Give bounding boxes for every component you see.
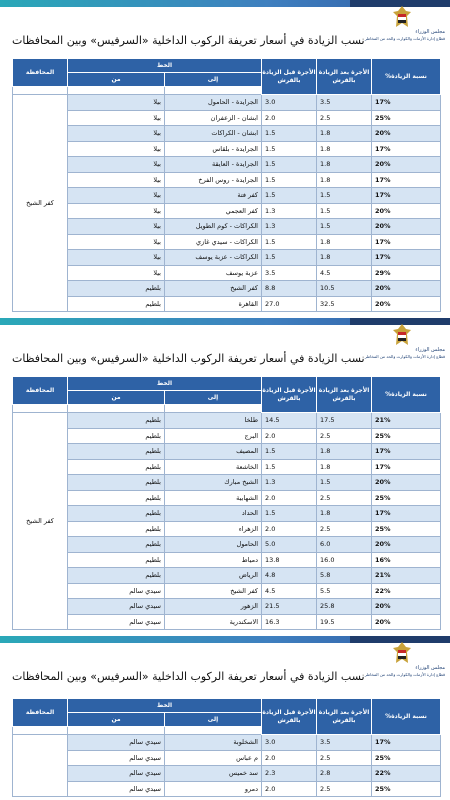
to-cell: الجرايدة - العايقة (165, 157, 262, 173)
to-cell: كفر الشيخ (165, 281, 262, 297)
table-row (13, 234, 441, 250)
fare-before-cell: 4.8 (262, 568, 317, 584)
to-cell: دمرو (165, 781, 262, 797)
eagle-crest-icon (391, 5, 413, 29)
header-line: الخط (68, 59, 262, 73)
increase-pct-cell: 17% (372, 95, 441, 111)
to-cell: الحامول (165, 537, 262, 553)
increase-pct-cell: 25% (372, 490, 441, 506)
increase-pct-cell: 29% (372, 265, 441, 281)
header-from: من (68, 73, 165, 87)
from-cell: بلطيم (68, 459, 165, 475)
sector-name: قطاع إدارة الأزمات والكوارث والحد من المخاطر (364, 36, 445, 41)
to-cell: القاهرة (165, 296, 262, 312)
fare-before-cell: 1.5 (262, 141, 317, 157)
header-governorate: المحافظة (13, 59, 68, 87)
fare-before-cell: 1.3 (262, 203, 317, 219)
fare-after-cell: 1.8 (317, 459, 372, 475)
fare-before-cell: 1.5 (262, 157, 317, 173)
increase-pct-cell: 25% (372, 110, 441, 126)
table-row (13, 459, 441, 475)
fare-before-cell: 8.8 (262, 281, 317, 297)
table-row (13, 141, 441, 157)
fare-before-cell: 1.5 (262, 126, 317, 142)
governorate-cell (13, 735, 68, 797)
fare-after-cell: 5.8 (317, 568, 372, 584)
increase-pct-cell: 20% (372, 126, 441, 142)
header-fare-after: الأجرة بعد الزيادة بالقرش (317, 59, 372, 95)
fare-before-cell: 2.0 (262, 490, 317, 506)
table-row (13, 265, 441, 281)
from-cell: بيلا (68, 250, 165, 266)
fare-after-cell: 6.0 (317, 537, 372, 553)
increase-pct-cell: 17% (372, 172, 441, 188)
fare-before-cell: 3.0 (262, 735, 317, 751)
to-cell: الكراكات - سيدي غازي (165, 234, 262, 250)
from-cell: بيلا (68, 188, 165, 204)
fare-after-cell: 4.5 (317, 265, 372, 281)
header-increase-pct: %نسبة الزيادة (372, 59, 441, 95)
header-line: الخط (68, 377, 262, 391)
fare-before-cell: 2.0 (262, 781, 317, 797)
fare-before-cell: 1.5 (262, 444, 317, 460)
fare-table-1 (12, 58, 441, 312)
fare-before-cell: 2.0 (262, 750, 317, 766)
to-cell: م عباس (165, 750, 262, 766)
header-to: إلى (165, 73, 262, 87)
table-row (13, 521, 441, 537)
increase-pct-cell: 17% (372, 444, 441, 460)
from-cell: بيلا (68, 265, 165, 281)
from-cell: بيلا (68, 141, 165, 157)
fare-after-cell: 1.5 (317, 203, 372, 219)
from-cell: بلطيم (68, 428, 165, 444)
header-fare-before: الأجرة قبل الزيادة بالقرش (262, 377, 317, 413)
table-row (13, 614, 441, 630)
header-to: إلى (165, 713, 262, 727)
fare-after-cell: 19.5 (317, 614, 372, 630)
increase-pct-cell: 21% (372, 413, 441, 429)
to-cell: طلخا (165, 413, 262, 429)
header-increase-pct: %نسبة الزيادة (372, 699, 441, 735)
infographic-panel-1 (0, 0, 450, 318)
fare-after-cell: 1.8 (317, 141, 372, 157)
header-governorate: المحافظة (13, 377, 68, 405)
increase-pct-cell: 17% (372, 141, 441, 157)
table-row (13, 296, 441, 312)
header-increase-pct: %نسبة الزيادة (372, 377, 441, 413)
increase-pct-cell: 25% (372, 781, 441, 797)
fare-before-cell: 16.3 (262, 614, 317, 630)
fare-before-cell: 27.0 (262, 296, 317, 312)
fare-after-cell: 1.5 (317, 475, 372, 491)
fare-after-cell: 5.5 (317, 583, 372, 599)
table-row (13, 250, 441, 266)
fare-after-cell: 1.8 (317, 172, 372, 188)
from-cell: سيدي سالم (68, 766, 165, 782)
page-title: نسب الزيادة في أسعار تعريفة الركوب الداخلية «السرفيس» وبين المحافظات (12, 34, 365, 47)
increase-pct-cell: 20% (372, 219, 441, 235)
table-row (13, 95, 441, 111)
fare-after-cell: 3.5 (317, 95, 372, 111)
from-cell: سيدي سالم (68, 735, 165, 751)
increase-pct-cell: 20% (372, 203, 441, 219)
table-row (13, 428, 441, 444)
fare-after-cell: 10.5 (317, 281, 372, 297)
infographic-panel-2 (0, 318, 450, 636)
table-row (13, 537, 441, 553)
increase-pct-cell: 20% (372, 157, 441, 173)
to-cell: عزبة يوسف (165, 265, 262, 281)
page-title: نسب الزيادة في أسعار تعريفة الركوب الداخلية «السرفيس» وبين المحافظات (12, 352, 365, 365)
fare-after-cell: 17.5 (317, 413, 372, 429)
fare-after-cell: 16.0 (317, 552, 372, 568)
increase-pct-cell: 20% (372, 475, 441, 491)
increase-pct-cell: 16% (372, 552, 441, 568)
increase-pct-cell: 17% (372, 234, 441, 250)
fare-before-cell: 4.5 (262, 583, 317, 599)
to-cell: ابشان - الكراكات (165, 126, 262, 142)
table-row (13, 568, 441, 584)
header-fare-before: الأجرة قبل الزيادة بالقرش (262, 59, 317, 95)
eagle-crest-icon (391, 323, 413, 347)
table-row (13, 413, 441, 429)
table-row (13, 110, 441, 126)
to-cell: الكراكات - عزبة يوسف (165, 250, 262, 266)
fare-after-cell: 3.5 (317, 735, 372, 751)
fare-before-cell: 3.5 (262, 265, 317, 281)
increase-pct-cell: 17% (372, 188, 441, 204)
from-cell: بلطيم (68, 281, 165, 297)
increase-pct-cell: 25% (372, 750, 441, 766)
increase-pct-cell: 17% (372, 735, 441, 751)
increase-pct-cell: 20% (372, 614, 441, 630)
to-cell: الشخلوبة (165, 735, 262, 751)
table-row (13, 583, 441, 599)
fare-after-cell: 1.8 (317, 234, 372, 250)
fare-after-cell: 32.5 (317, 296, 372, 312)
table-row (13, 126, 441, 142)
increase-pct-cell: 22% (372, 583, 441, 599)
header-governorate: المحافظة (13, 699, 68, 727)
fare-table-3 (12, 698, 441, 797)
table-row (13, 552, 441, 568)
table-row (13, 781, 441, 797)
from-cell: بلطيم (68, 475, 165, 491)
increase-pct-cell: 25% (372, 521, 441, 537)
fare-after-cell: 2.5 (317, 490, 372, 506)
page-title: نسب الزيادة في أسعار تعريفة الركوب الداخلية «السرفيس» وبين المحافظات (12, 670, 365, 683)
fare-before-cell: 2.0 (262, 521, 317, 537)
sector-name: قطاع إدارة الأزمات والكوارث والحد من المخاطر (364, 354, 445, 359)
header-fare-after: الأجرة بعد الزيادة بالقرش (317, 377, 372, 413)
fare-after-cell: 1.5 (317, 188, 372, 204)
increase-pct-cell: 25% (372, 428, 441, 444)
fare-after-cell: 2.5 (317, 750, 372, 766)
table-row (13, 219, 441, 235)
table-row (13, 281, 441, 297)
increase-pct-cell: 20% (372, 296, 441, 312)
increase-pct-cell: 21% (372, 568, 441, 584)
header-from: من (68, 391, 165, 405)
fare-after-cell: 1.8 (317, 250, 372, 266)
fare-before-cell: 2.0 (262, 428, 317, 444)
increase-pct-cell: 20% (372, 281, 441, 297)
fare-before-cell: 1.5 (262, 506, 317, 522)
to-cell: الجرايدة - الحامول (165, 95, 262, 111)
fare-before-cell: 1.5 (262, 234, 317, 250)
fare-before-cell: 1.5 (262, 172, 317, 188)
fare-after-cell: 2.5 (317, 110, 372, 126)
fare-before-cell: 5.0 (262, 537, 317, 553)
from-cell: بيلا (68, 126, 165, 142)
increase-pct-cell: 17% (372, 506, 441, 522)
table-row (13, 188, 441, 204)
fare-before-cell: 13.8 (262, 552, 317, 568)
to-cell: الجرايدة - روس الفرخ (165, 172, 262, 188)
governorate-cell: كفر الشيخ (13, 95, 68, 312)
to-cell: الشيخ مبارك (165, 475, 262, 491)
from-cell: سيدي سالم (68, 750, 165, 766)
from-cell: بيلا (68, 157, 165, 173)
to-cell: الاسكندرية (165, 614, 262, 630)
fare-after-cell: 1.8 (317, 506, 372, 522)
fare-before-cell: 1.5 (262, 188, 317, 204)
from-cell: بلطيم (68, 568, 165, 584)
from-cell: بيلا (68, 203, 165, 219)
from-cell: بلطيم (68, 444, 165, 460)
from-cell: سيدي سالم (68, 781, 165, 797)
fare-before-cell: 21.5 (262, 599, 317, 615)
table-row (13, 599, 441, 615)
increase-pct-cell: 17% (372, 459, 441, 475)
increase-pct-cell: 22% (372, 766, 441, 782)
to-cell: الخاشعة (165, 459, 262, 475)
from-cell: بلطيم (68, 521, 165, 537)
table-row (13, 475, 441, 491)
fare-after-cell: 2.5 (317, 781, 372, 797)
to-cell: الجرايدة - بلقاس (165, 141, 262, 157)
table-row (13, 203, 441, 219)
header-line: الخط (68, 699, 262, 713)
header-from: من (68, 713, 165, 727)
table-row (13, 750, 441, 766)
fare-after-cell: 1.8 (317, 126, 372, 142)
ministry-name: مجلس الوزراء (415, 29, 445, 35)
fare-before-cell: 1.3 (262, 475, 317, 491)
fare-before-cell: 2.0 (262, 110, 317, 126)
increase-pct-cell: 20% (372, 599, 441, 615)
from-cell: بيلا (68, 219, 165, 235)
from-cell: بيلا (68, 172, 165, 188)
table-row (13, 766, 441, 782)
sector-name: قطاع إدارة الأزمات والكوارث والحد من المخاطر (364, 672, 445, 677)
to-cell: سد خميس (165, 766, 262, 782)
from-cell: بلطيم (68, 413, 165, 429)
cabinet-logo (355, 3, 447, 51)
to-cell: الكراكات - كوم الطويل (165, 219, 262, 235)
from-cell: سيدي سالم (68, 614, 165, 630)
from-cell: بيلا (68, 234, 165, 250)
fare-before-cell: 2.3 (262, 766, 317, 782)
fare-before-cell: 1.3 (262, 219, 317, 235)
cabinet-logo (355, 321, 447, 369)
fare-before-cell: 1.5 (262, 250, 317, 266)
from-cell: بلطيم (68, 506, 165, 522)
infographic-panel-3 (0, 636, 450, 800)
increase-pct-cell: 20% (372, 537, 441, 553)
to-cell: كفر العجمي (165, 203, 262, 219)
from-cell: بيلا (68, 95, 165, 111)
from-cell: بلطيم (68, 552, 165, 568)
fare-after-cell: 25.8 (317, 599, 372, 615)
to-cell: كفر الشيخ (165, 583, 262, 599)
to-cell: الرياض (165, 568, 262, 584)
to-cell: البرج (165, 428, 262, 444)
header-to: إلى (165, 391, 262, 405)
from-cell: بلطيم (68, 490, 165, 506)
to-cell: دمياط (165, 552, 262, 568)
header-fare-before: الأجرة قبل الزيادة بالقرش (262, 699, 317, 735)
table-row (13, 444, 441, 460)
ministry-name: مجلس الوزراء (415, 665, 445, 671)
from-cell: بلطيم (68, 537, 165, 553)
from-cell: بيلا (68, 110, 165, 126)
from-cell: بلطيم (68, 296, 165, 312)
fare-after-cell: 1.5 (317, 219, 372, 235)
header-fare-after: الأجرة بعد الزيادة بالقرش (317, 699, 372, 735)
table-row (13, 157, 441, 173)
increase-pct-cell: 17% (372, 250, 441, 266)
fare-after-cell: 1.8 (317, 157, 372, 173)
fare-before-cell: 14.5 (262, 413, 317, 429)
from-cell: سيدي سالم (68, 599, 165, 615)
fare-after-cell: 2.8 (317, 766, 372, 782)
fare-after-cell: 2.5 (317, 428, 372, 444)
fare-table-2 (12, 376, 441, 630)
fare-after-cell: 2.5 (317, 521, 372, 537)
fare-before-cell: 3.0 (262, 95, 317, 111)
fare-before-cell: 1.5 (262, 459, 317, 475)
cabinet-logo (355, 639, 447, 687)
eagle-crest-icon (391, 641, 413, 665)
fare-after-cell: 1.8 (317, 444, 372, 460)
to-cell: الحداد (165, 506, 262, 522)
to-cell: كفر فتة (165, 188, 262, 204)
table-row (13, 172, 441, 188)
ministry-name: مجلس الوزراء (415, 347, 445, 353)
governorate-cell: كفر الشيخ (13, 413, 68, 630)
to-cell: ابشان - الزعفران (165, 110, 262, 126)
from-cell: سيدي سالم (68, 583, 165, 599)
to-cell: المصيف (165, 444, 262, 460)
table-row (13, 506, 441, 522)
to-cell: الزهور (165, 599, 262, 615)
to-cell: الزهراء (165, 521, 262, 537)
to-cell: الشهابية (165, 490, 262, 506)
table-row (13, 735, 441, 751)
table-row (13, 490, 441, 506)
